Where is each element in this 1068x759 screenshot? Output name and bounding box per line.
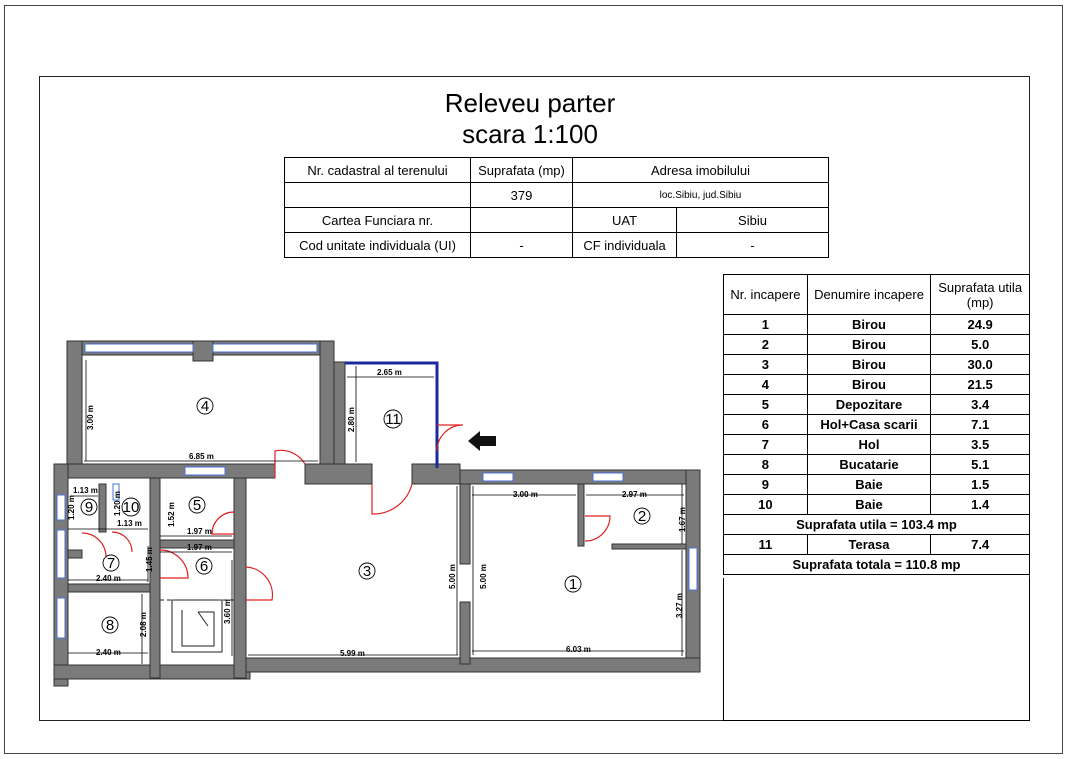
value-uat: Sibiu [677,208,829,233]
room-area: 5.0 [931,335,1030,355]
room-label-6: 6 [199,558,209,575]
room-name: Birou [807,375,931,395]
terrace-name: Terasa [807,535,931,555]
window [57,598,65,638]
room-area: 3.5 [931,435,1030,455]
room-nr: 3 [724,355,808,375]
dim-label: 5.00 m [448,564,457,589]
room-area: 1.4 [931,495,1030,515]
room-nr: 10 [724,495,808,515]
header-nr-incapere: Nr. incapere [724,275,808,315]
wall [54,464,275,478]
room-label-4: 4 [200,398,210,415]
doors [82,425,610,600]
door [585,516,610,541]
room-name: Birou [807,355,931,375]
value-cf-individuala: - [677,233,829,258]
wall [460,484,470,564]
room-name: Baie [807,495,931,515]
dim-label: 1.52 m [167,502,176,527]
room-nr: 4 [724,375,808,395]
dim-label: 6.03 m [566,645,591,654]
wall [246,658,700,672]
window [213,344,317,352]
room-label-9: 9 [84,499,94,516]
door [212,512,234,534]
wall [68,550,82,558]
dim-label: 2.97 m [622,490,647,499]
room-nr: 6 [724,415,808,435]
terrace-area: 7.4 [931,535,1030,555]
room-area: 30.0 [931,355,1030,375]
room-label-5: 5 [192,497,202,514]
arrow-left-icon [468,431,496,451]
label-cf-individuala: CF individuala [573,233,677,258]
room-area: 5.1 [931,455,1030,475]
dim-label: 2.40 m [96,574,121,583]
header-denumire: Denumire incapere [807,275,931,315]
dim-label: 1.20 m [67,495,76,520]
wall [67,341,82,465]
stair-arrow [198,612,208,626]
door [372,484,412,514]
room-label-3: 3 [362,563,372,580]
room-label-8: 8 [105,617,115,634]
room-name: Birou [807,315,931,335]
door [246,567,272,600]
wall [320,341,334,465]
room-name: Hol+Casa scarii [807,415,931,435]
wall [99,484,106,532]
label-uat: UAT [573,208,677,233]
door [275,450,305,478]
room-area: 1.5 [931,475,1030,495]
window [57,495,65,520]
value-suprafata: 379 [471,183,573,208]
door [160,550,188,578]
dim-label: 2.08 m [139,612,148,637]
room-name: Bucatarie [807,455,931,475]
room-name: Hol [807,435,931,455]
header-suprafata-utila: Suprafata utila (mp) [931,275,1030,315]
label-carte-funciara: Cartea Funciara nr. [285,208,471,233]
wall [612,544,686,549]
dim-label: 1.13 m [73,486,98,495]
wall [150,478,160,678]
room-name: Baie [807,475,931,495]
wall [193,341,213,361]
dim-label: 6.85 m [189,452,214,461]
window [483,473,513,481]
window [57,530,65,578]
dim-label: 5.00 m [479,564,488,589]
dim-label: 5.99 m [340,649,365,658]
wall [305,464,372,484]
room-area: 21.5 [931,375,1030,395]
wall [578,484,584,546]
dim-label: 3.60 m [223,599,232,624]
room-area: 7.1 [931,415,1030,435]
label-cod-ui: Cod unitate individuala (UI) [285,233,471,258]
room-area: 3.4 [931,395,1030,415]
room-nr: 1 [724,315,808,335]
wall [54,665,154,679]
room-name: Depozitare [807,395,931,415]
room-nr: 7 [724,435,808,455]
room-label-10: 10 [122,499,140,516]
window [85,344,193,352]
window [593,473,623,481]
dim-label: 1.45 m [145,547,154,572]
page-subtitle: scara 1:100 [462,119,598,149]
dim-label: 1.97 m [187,543,212,552]
subtotal-text: Suprafata utila = 103.4 mp [724,515,1030,535]
value-adresa: loc.Sibiu, jud.Sibiu [573,183,829,208]
room-nr: 9 [724,475,808,495]
dim-label: 2.65 m [377,368,402,377]
dim-label: 1.20 m [113,491,122,516]
room-label-2: 2 [637,508,647,525]
terrace-nr: 11 [724,535,808,555]
dim-label: 1.97 m [187,527,212,536]
door [82,533,106,557]
total-text: Suprafata totala = 110.8 mp [724,555,1030,575]
room-label-7: 7 [106,555,116,572]
value-cod-ui: - [471,233,573,258]
dim-label: 3.00 m [513,490,538,499]
header-adresa: Adresa imobilului [573,158,829,183]
dim-label: 2.40 m [96,648,121,657]
room-nr: 2 [724,335,808,355]
dim-label: 3.00 m [86,405,95,430]
page-title: Releveu parter [444,88,616,118]
room-label-11: 11 [385,411,401,428]
header-cadastral: Nr. cadastral al terenului [285,158,471,183]
room-label-1: 1 [568,576,578,593]
window [185,467,225,475]
dim-label: 1.13 m [117,519,142,528]
dim-label: 2.80 m [347,407,356,432]
wall [234,478,246,678]
room-area: 24.9 [931,315,1030,335]
wall [460,602,470,664]
room-nr: 8 [724,455,808,475]
dim-label: 1.67 m [678,507,687,532]
door [112,532,132,552]
header-suprafata: Suprafata (mp) [471,158,573,183]
room-nr: 5 [724,395,808,415]
room-name: Birou [807,335,931,355]
door [437,425,463,451]
stair-path [182,610,214,646]
wall [68,584,150,592]
window [689,548,697,590]
dim-label: 3.27 m [675,593,684,618]
wall [334,362,345,465]
